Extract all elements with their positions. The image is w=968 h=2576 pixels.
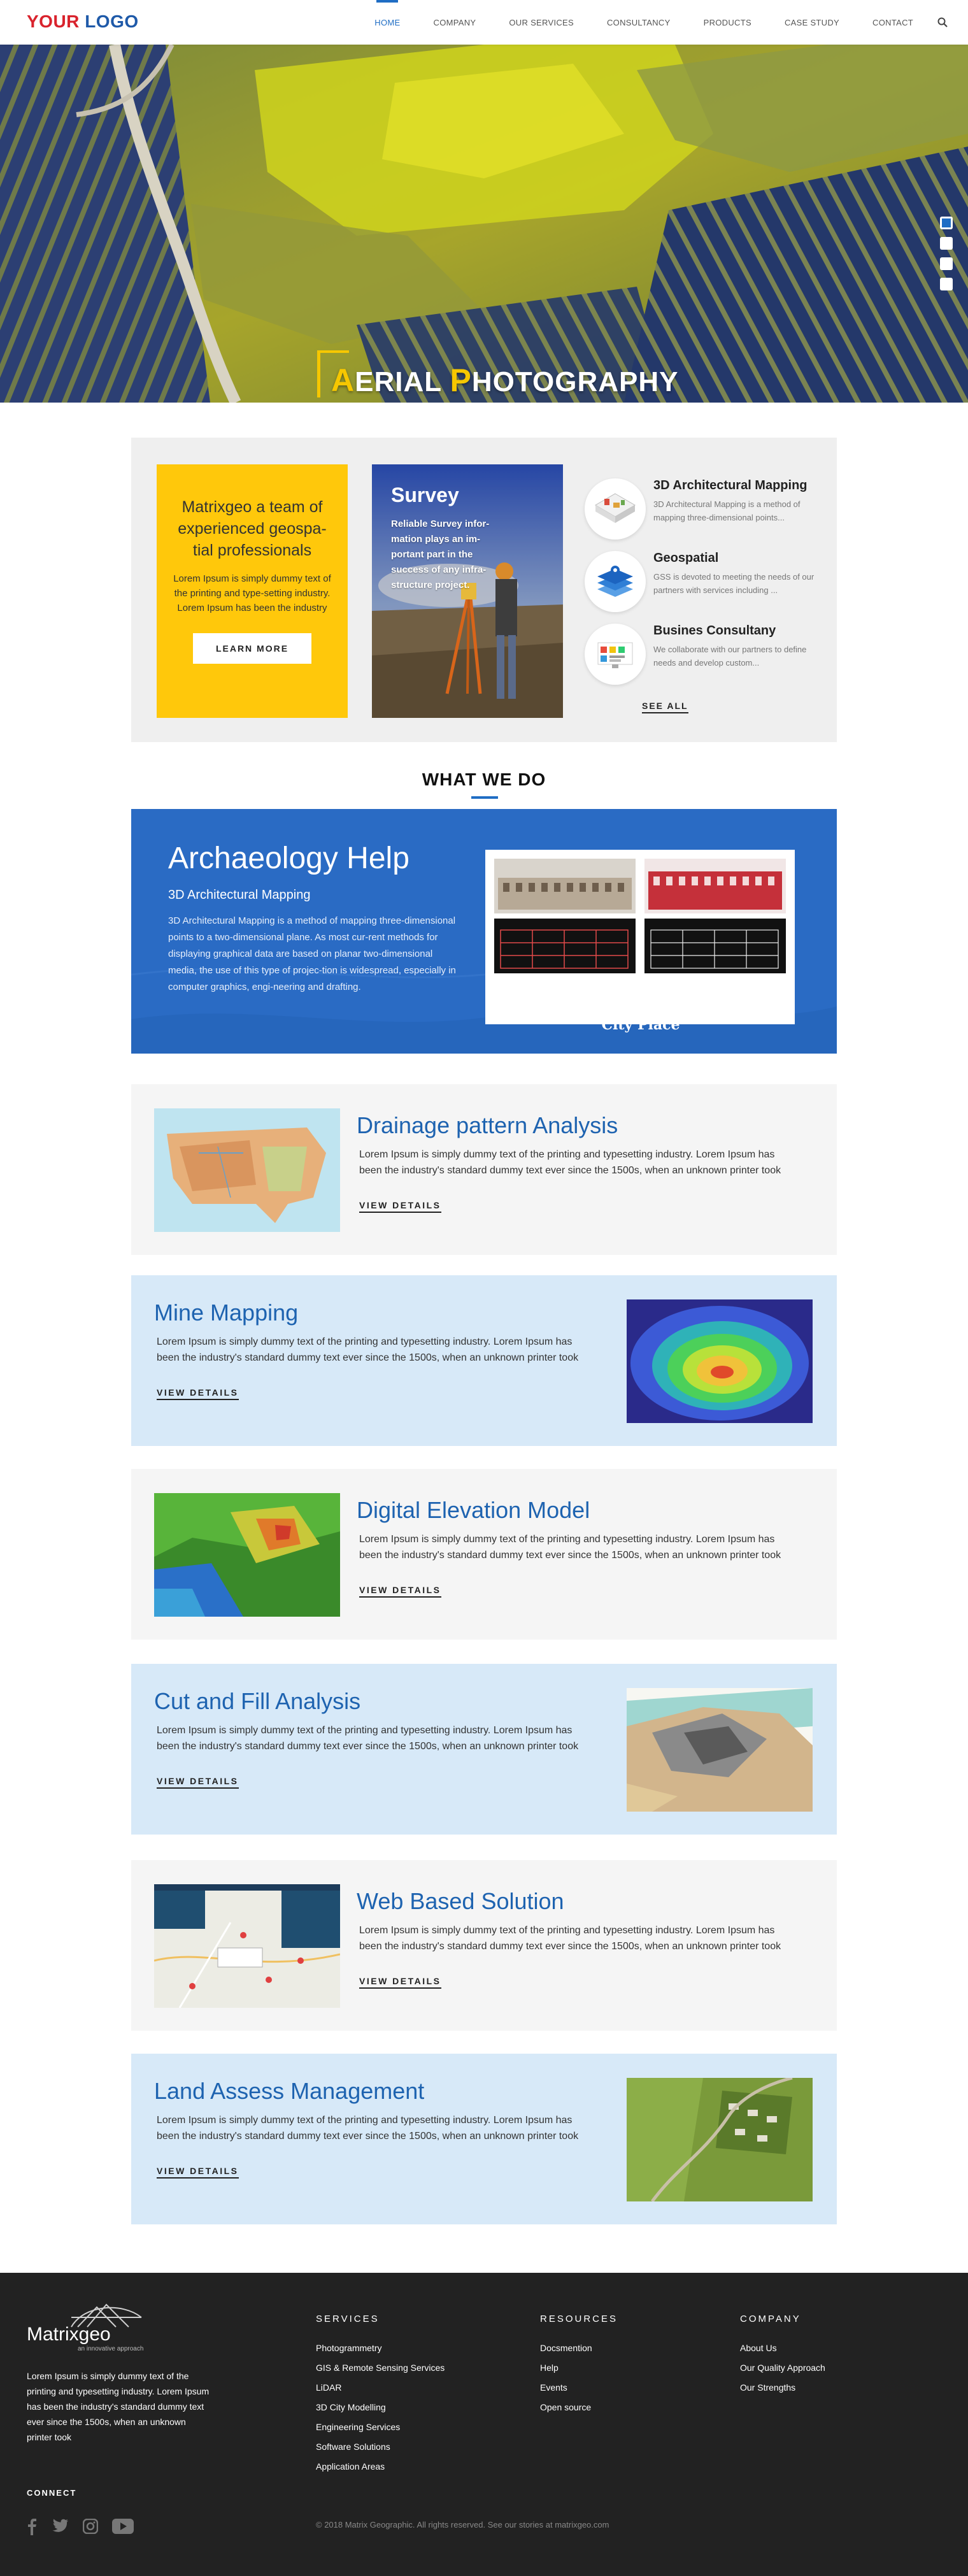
connect-heading: CONNECT [27,2488,77,2498]
3d-map-icon [585,478,646,540]
about-card-text: Lorem Ipsum is simply dummy text of the printing and type-setting industry. Lorem Ipsum has been the industry [173,573,331,613]
hero-caption-bar [317,350,320,397]
view-details-link[interactable]: VIEW DETAILS [157,2166,239,2179]
feature-card [131,1275,837,1446]
social-links [27,2519,134,2538]
nav-case-study[interactable]: CASE STUDY [784,17,840,27]
footer-link[interactable]: Docsmention [540,2343,592,2353]
feature-card [131,1084,837,1255]
archaeology-title: Archaeology Help [168,841,409,875]
feature-title: Web Based Solution [357,1888,564,1914]
facebook-icon[interactable] [27,2519,38,2538]
logo[interactable] [27,11,139,32]
learn-more-button[interactable]: LEARN MORE [193,633,311,664]
footer-link[interactable]: LiDAR [316,2382,342,2393]
survey-title: Survey [391,483,459,506]
footer-resources-heading: RESOURCES [540,2314,618,2324]
svg-text:an innovative approach: an innovative approach [78,2345,144,2352]
hero-title-cap-1: A [331,362,355,398]
service-title: Busines Consultany [653,624,776,638]
view-details-link[interactable]: VIEW DETAILS [157,1776,239,1789]
youtube-icon[interactable] [112,2519,134,2538]
view-details-link[interactable]: VIEW DETAILS [359,1585,441,1598]
see-all-link[interactable]: SEE ALL [642,701,688,713]
nav-products[interactable]: PRODUCTS [703,17,751,27]
footer-company-heading: COMPANY [740,2314,801,2324]
web-solution-image [154,1884,340,2008]
hero-caption-accent [317,350,349,353]
service-item[interactable] [585,617,820,690]
search-icon[interactable] [930,0,955,45]
about-card-title: Matrixgeo a team of experienced geospa-tial professionals [178,498,327,559]
feature-card [131,1664,837,1835]
slider-dot-3[interactable] [940,257,953,270]
drainage-map-image [154,1108,340,1232]
feature-text: Lorem Ipsum is simply dummy text of the printing and typesetting industry. Lorem Ipsum has been the industry's standard dummy text ever since the 1500s, when an unknown printer took [157,1336,579,1363]
footer-resources-column [540,2314,618,2417]
nav-our-services[interactable]: OUR SERVICES [509,17,574,27]
hero-title [331,362,678,399]
footer-link[interactable]: Engineering Services [316,2422,401,2432]
footer-link[interactable]: Help [540,2363,559,2373]
view-details-link[interactable]: VIEW DETAILS [359,1976,441,1989]
archaeology-banner [131,809,837,1054]
elevation-model-image [154,1493,340,1617]
footer-company-column [740,2314,825,2398]
feature-text: Lorem Ipsum is simply dummy text of the printing and typesetting industry. Lorem Ipsum has been the industry's standard dummy text ever since the 1500s, when an unknown printer took [157,2115,579,2142]
feature-text: Lorem Ipsum is simply dummy text of the printing and typesetting industry. Lorem Ipsum has been the industry's standard dummy text ever since the 1500s, when an unknown printer took [359,1534,781,1561]
logo-part-1: YOUR [27,11,80,31]
svg-text:Matrixgeo: Matrixgeo [27,2324,111,2345]
main-nav [358,0,955,45]
about-card [157,464,348,718]
feature-card [131,1469,837,1640]
feature-text: Lorem Ipsum is simply dummy text of the printing and typesetting industry. Lorem Ipsum has been the industry's standard dummy text ever since the 1500s, when an unknown printer took [157,1725,579,1752]
hero-title-part-2: HOTOGRAPHY [471,366,679,397]
feature-card [131,1860,837,2031]
survey-card[interactable] [372,464,563,718]
intro-panel [131,438,837,742]
slider-dots [940,217,953,290]
view-details-link[interactable]: VIEW DETAILS [157,1387,239,1400]
footer-link[interactable]: Our Strengths [740,2382,796,2393]
footer-link[interactable]: Our Quality Approach [740,2363,825,2373]
footer-logo[interactable] [27,2298,154,2359]
instagram-icon[interactable] [83,2519,98,2538]
archaeology-text: 3D Architectural Mapping is a method of mapping three-dimensional points to a two-dimensional plane. As most cur-rent methods for displaying graphical data are based on planar two-dimensional media, the use of this type of projec-tion is widespread, especially in computer graphics, engi-neering and drafting. [168,915,456,992]
service-item[interactable] [585,545,820,617]
hero-title-cap-2: P [450,362,472,398]
feature-title: Cut and Fill Analysis [154,1688,361,1714]
feature-text: Lorem Ipsum is simply dummy text of the printing and typesetting industry. Lorem Ipsum has been the industry's standard dummy text ever since the 1500s, when an unknown printer took [359,1149,781,1176]
land-assessment-image [627,2078,813,2201]
footer-services-column [316,2314,445,2477]
site-footer [0,2273,968,2576]
cut-fill-image [627,1688,813,1812]
site-header [0,0,968,45]
footer-about-text: Lorem Ipsum is simply dummy text of the printing and typesetting industry. Lorem Ipsum has been the industry's standard dummy text ever since the 1500s, when an unknown printer took [27,2371,210,2442]
view-details-link[interactable]: VIEW DETAILS [359,1200,441,1213]
nav-home[interactable]: HOME [358,0,416,45]
feature-title: Mine Mapping [154,1299,299,1326]
footer-link[interactable]: Events [540,2382,567,2393]
footer-link[interactable]: Photogrammetry [316,2343,382,2353]
nav-contact[interactable]: CONTACT [872,17,913,27]
footer-services-heading: SERVICES [316,2314,380,2324]
footer-link[interactable]: Open source [540,2402,592,2412]
section-heading-underline [471,796,498,799]
hero-banner [0,45,968,403]
slider-dot-4[interactable] [940,278,953,290]
copyright-text: © 2018 Matrix Geographic. All rights reserved. See our stories at matrixgeo.com [316,2520,609,2529]
hero-aerial-image [0,45,968,403]
service-text: GSS is devoted to meeting the needs of our partners with services including ... [653,572,815,595]
twitter-icon[interactable] [52,2519,69,2538]
feature-title: Digital Elevation Model [357,1497,590,1523]
mine-map-image [627,1299,813,1423]
footer-link[interactable]: 3D City Modelling [316,2402,386,2412]
service-title: 3D Architectural Mapping [653,478,808,492]
archaeology-subtitle: 3D Architectural Mapping [168,888,311,902]
architecture-image-caption: 3D Architectural Mapping of Udaipur City Place [493,1000,788,1033]
service-text: We collaborate with our partners to define needs and develop custom... [653,645,807,668]
feature-title: Land Assess Management [154,2078,425,2104]
footer-link[interactable]: Application Areas [316,2461,385,2472]
feature-text: Lorem Ipsum is simply dummy text of the printing and typesetting industry. Lorem Ipsum has been the industry's standard dummy text ever since the 1500s, when an unknown printer took [359,1925,781,1952]
services-list [585,472,820,690]
footer-link[interactable]: Software Solutions [316,2442,390,2452]
footer-link[interactable]: GIS & Remote Sensing Services [316,2363,445,2373]
survey-text: Reliable Survey infor-mation plays an im-portant part in the success of any infra-structure project. [391,519,490,590]
architecture-image [485,850,795,1024]
nav-consultancy[interactable]: CONSULTANCY [606,17,671,27]
hero-title-part-1: ERIAL [355,366,450,397]
feature-card [131,2054,837,2224]
service-item[interactable] [585,472,820,545]
service-title: Geospatial [653,551,719,565]
feature-title: Drainage pattern Analysis [357,1112,618,1138]
service-text: 3D Architectural Mapping is a method of mapping three-dimensional points... [653,499,801,522]
slider-dot-2[interactable] [940,237,953,250]
nav-company[interactable]: COMPANY [433,17,476,27]
logo-part-2: LOGO [85,11,139,31]
footer-link[interactable]: About Us [740,2343,777,2353]
slider-dot-1[interactable] [940,217,953,229]
section-heading: WHAT WE DO [422,769,546,789]
consultancy-icon [585,624,646,685]
layers-icon [585,551,646,612]
